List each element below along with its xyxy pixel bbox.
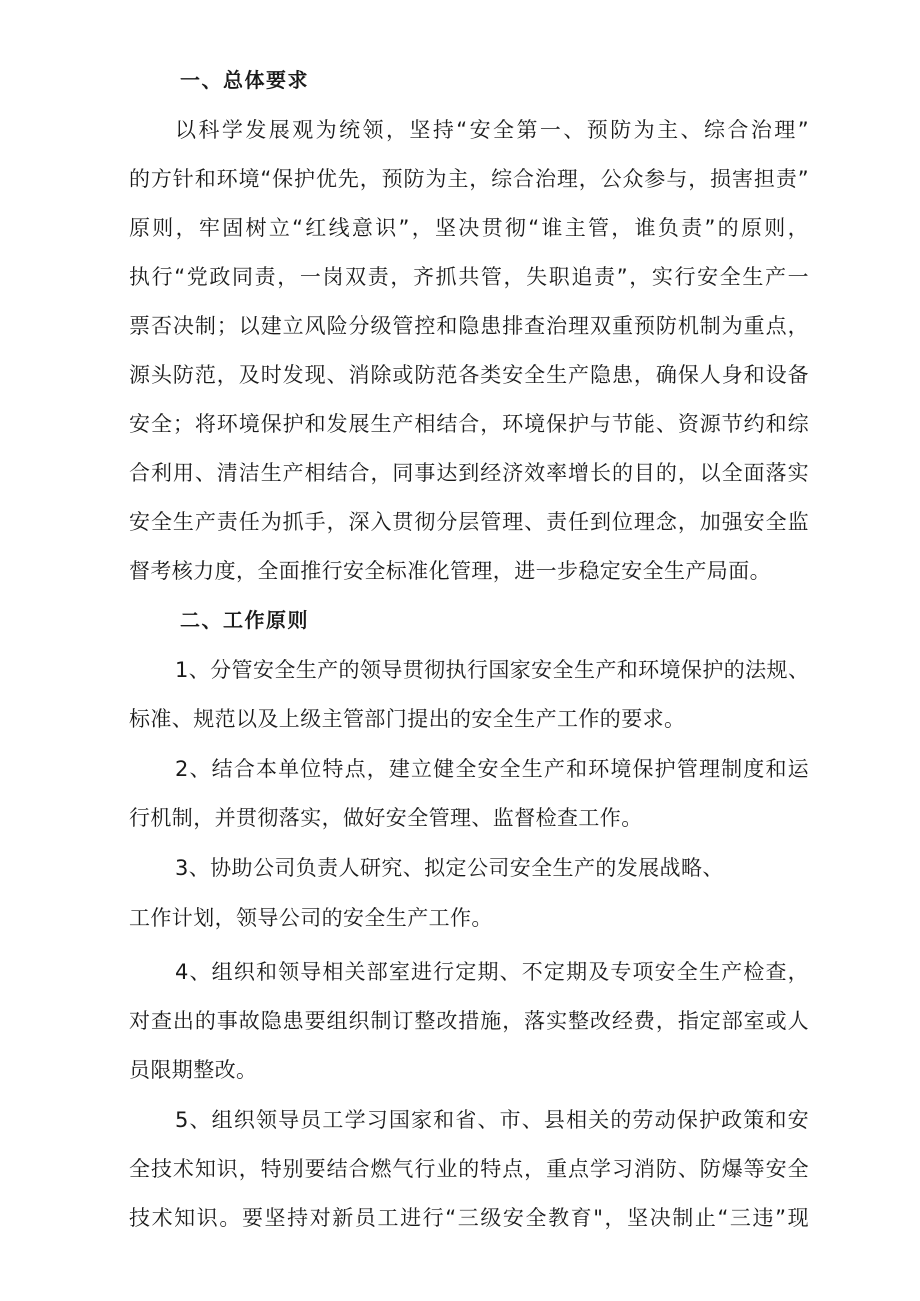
paragraph-line: 执行“党政同责，一岗双责，齐抓共管，失职追责”，实行安全生产一: [129, 265, 809, 289]
list-item-line: 1、分管安全生产的领导贯彻执行国家安全生产和环境保护的法规、: [175, 658, 810, 682]
paragraph-line: 票否决制；以建立风险分级管控和隐患排查治理双重预防机制为重点，: [129, 314, 809, 338]
list-item-line: 对查出的事故隐患要组织制订整改措施，落实整改经费，指定部室或人: [129, 1009, 809, 1033]
list-item-line: 工作计划，领导公司的安全生产工作。: [129, 906, 493, 930]
section-heading-work-principles: 二、工作原则: [180, 608, 309, 632]
paragraph-line: 的方针和环境“保护优先，预防为主，综合治理，公众参与，损害担责”: [129, 167, 809, 191]
list-item-line: 4、组织和领导相关部室进行定期、不定期及专项安全生产检查，: [175, 960, 809, 984]
list-item-line: 5、组织领导员工学习国家和省、市、县相关的劳动保护政策和安: [175, 1108, 809, 1132]
list-item-line: 3、协助公司负责人研究、拟定公司安全生产的发展战略、: [175, 856, 724, 880]
list-item-line: 技术知识。要坚持对新员工进行“三级安全教育"，坚决制止“三违”现: [129, 1206, 809, 1230]
list-item-line: 2、结合本单位特点，建立健全安全生产和环境保护管理制度和运: [175, 757, 809, 781]
list-item-line: 全技术知识，特别要结合燃气行业的特点，重点学习消防、防爆等安全: [129, 1157, 809, 1181]
paragraph-line: 以科学发展观为统领，坚持“安全第一、预防为主、综合治理”: [175, 118, 809, 142]
paragraph-line: 督考核力度，全面推行安全标准化管理，进一步稳定安全生产局面。: [129, 559, 771, 583]
paragraph-line: 安全生产责任为抓手，深入贯彻分层管理、责任到位理念，加强安全监: [129, 510, 809, 534]
paragraph-line: 合利用、清洁生产相结合，同事达到经济效率增长的目的，以全面落实: [129, 461, 809, 485]
list-item-line: 员限期整改。: [129, 1058, 258, 1082]
list-item-line: 标准、规范以及上级主管部门提出的安全生产工作的要求。: [129, 707, 686, 731]
paragraph-line: 源头防范，及时发现、消除或防范各类安全生产隐患，确保人身和设备: [129, 363, 809, 387]
paragraph-line: 原则，牢固树立“红线意识”，坚决贯彻“谁主管，谁负责”的原则，: [129, 216, 809, 240]
section-heading-general-requirements: 一、总体要求: [180, 68, 309, 92]
paragraph-line: 安全；将环境保护和发展生产相结合，环境保护与节能、资源节约和综: [129, 412, 809, 436]
list-item-line: 行机制，并贯彻落实，做好安全管理、监督检查工作。: [129, 806, 643, 830]
